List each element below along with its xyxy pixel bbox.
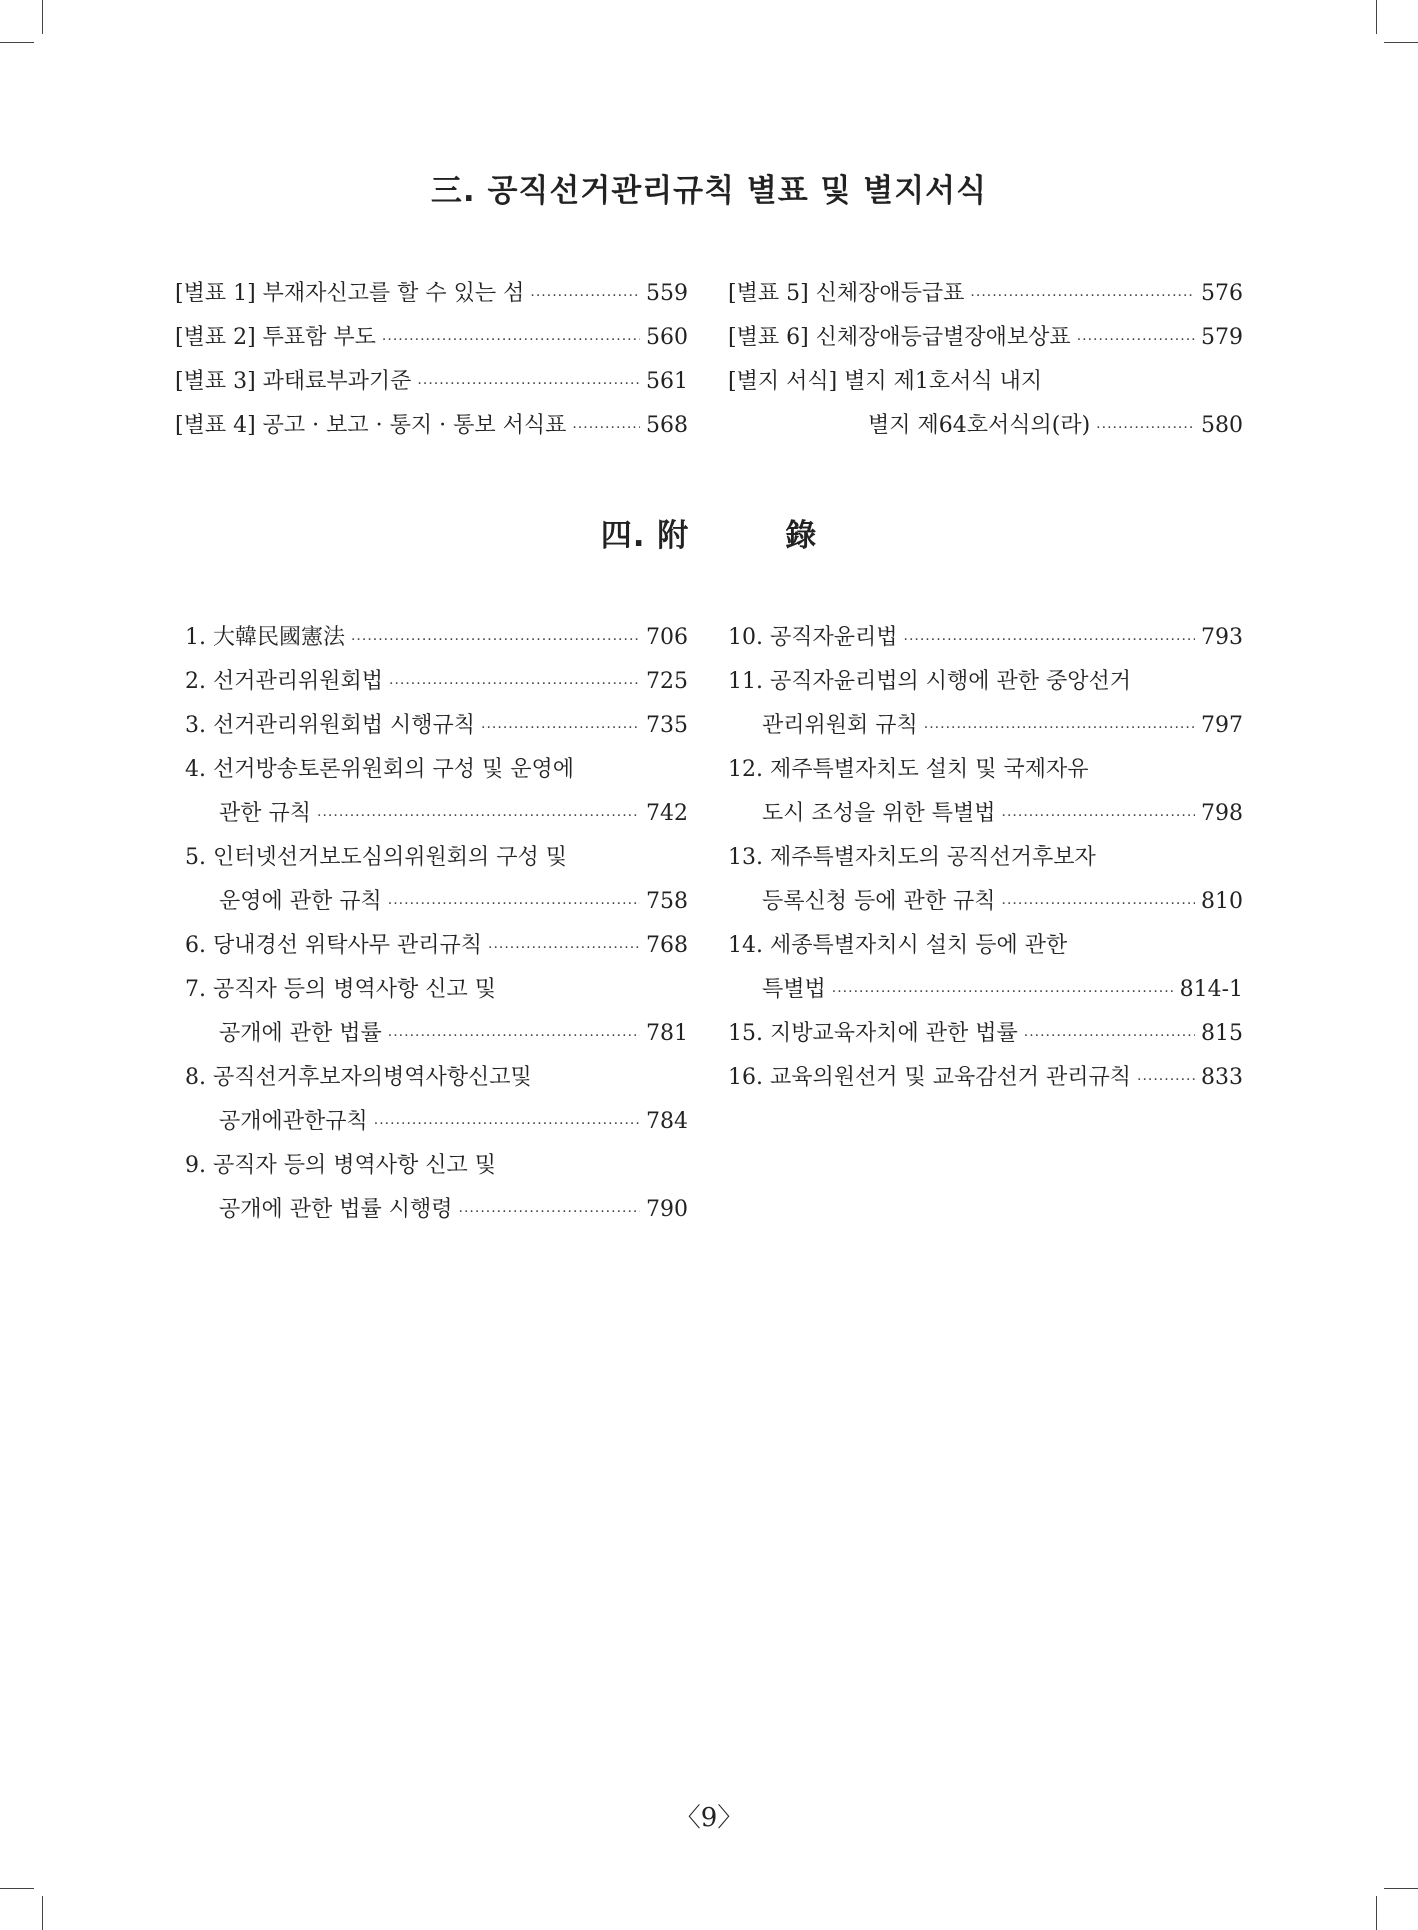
toc-entry-text: 13. 제주특별자치도의 공직선거후보자 [728, 845, 1096, 870]
toc-entry[interactable] [175, 272, 688, 316]
toc-entry-page: 742 [646, 801, 688, 826]
toc-entry-page: 781 [646, 1021, 688, 1046]
dot-leader [351, 618, 640, 662]
toc-entry-text: 2. 선거관리위원회법 [185, 669, 383, 694]
toc-entry-text: [별표 2] 투표함 부도 [175, 325, 376, 350]
tables-list-left [175, 272, 688, 448]
toc-entry-text: 14. 세종특별자치시 설치 등에 관한 [728, 933, 1068, 958]
toc-entry-text: 3. 선거관리위원회법 시행규칙 [185, 713, 476, 738]
toc-entry-text: 11. 공직자윤리법의 시행에 관한 중앙선거 [728, 669, 1131, 694]
toc-entry-text: 별지 제64호서식의(라) [868, 413, 1091, 438]
toc-entry-page: 810 [1201, 889, 1243, 914]
toc-entry-page: 797 [1201, 713, 1243, 738]
toc-entry-page: 576 [1201, 281, 1243, 306]
toc-entry-page: 580 [1201, 413, 1243, 438]
toc-entry-continuation[interactable] [185, 1012, 688, 1056]
toc-entry-page: 579 [1201, 325, 1243, 350]
crop-mark [42, 1896, 43, 1930]
dot-leader [572, 406, 640, 450]
appendix-list-right [728, 616, 1243, 1100]
toc-entry-continuation[interactable] [728, 792, 1243, 836]
toc-entry[interactable] [185, 704, 688, 748]
dot-leader [530, 274, 640, 318]
toc-entry-text: 운영에 관한 규칙 [219, 889, 382, 914]
crop-mark [42, 0, 43, 34]
toc-entry[interactable] [728, 748, 1243, 792]
toc-entry-text: [별표 3] 과태료부과기준 [175, 369, 412, 394]
toc-entry-text: 공개에 관한 법률 시행령 [219, 1197, 453, 1222]
toc-entry-continuation[interactable] [728, 880, 1243, 924]
toc-entry-text: 특별법 [762, 977, 826, 1002]
toc-entry[interactable] [185, 1056, 688, 1100]
toc-entry[interactable] [175, 316, 688, 360]
toc-entry-text: [별표 6] 신체장애등급별장애보상표 [728, 325, 1071, 350]
toc-entry[interactable] [728, 660, 1243, 704]
page-number: 〈9〉 [674, 1803, 744, 1833]
toc-entry-page: 735 [646, 713, 688, 738]
dot-leader [832, 970, 1174, 1014]
toc-entry-text: 8. 공직선거후보자의병역사항신고및 [185, 1065, 532, 1090]
toc-entry[interactable] [728, 924, 1243, 968]
toc-entry[interactable] [728, 1012, 1243, 1056]
toc-entry[interactable] [728, 1056, 1243, 1100]
toc-entry[interactable] [728, 360, 1243, 404]
toc-entry-text: 6. 당내경선 위탁사무 관리규칙 [185, 933, 482, 958]
toc-entry-page: 784 [646, 1109, 688, 1134]
toc-entry-text: 5. 인터넷선거보도심의위원회의 구성 및 [185, 845, 568, 870]
toc-entry[interactable] [185, 924, 688, 968]
toc-entry-continuation[interactable] [728, 404, 1243, 448]
dot-leader [388, 882, 640, 926]
toc-entry-text: 15. 지방교육자치에 관한 법률 [728, 1021, 1018, 1046]
crop-mark [1384, 42, 1418, 43]
crop-mark [1384, 1888, 1418, 1889]
dot-leader [924, 706, 1195, 750]
appendix-list-left [185, 616, 688, 1232]
dot-leader [417, 362, 640, 406]
tables-list-right [728, 272, 1243, 448]
toc-entry[interactable] [185, 836, 688, 880]
section-3-title: 三. 공직선거관리규칙 별표 및 별지서식 [430, 173, 988, 209]
toc-entry-page: 768 [646, 933, 688, 958]
toc-entry[interactable] [728, 836, 1243, 880]
dot-leader [389, 662, 640, 706]
toc-entry-text: 9. 공직자 등의 병역사항 신고 및 [185, 1153, 496, 1178]
dot-leader [1002, 882, 1195, 926]
toc-entry-text: [별표 1] 부재자신고를 할 수 있는 섬 [175, 281, 525, 306]
toc-entry-continuation[interactable] [185, 792, 688, 836]
toc-entry-continuation[interactable] [185, 1100, 688, 1144]
toc-entry-page: 814-1 [1179, 977, 1243, 1002]
toc-entry-page: 815 [1201, 1021, 1243, 1046]
toc-entry-page: 790 [646, 1197, 688, 1222]
toc-entry-page: 725 [646, 669, 688, 694]
toc-entry[interactable] [728, 316, 1243, 360]
toc-entry-page: 758 [646, 889, 688, 914]
crop-mark [1376, 1896, 1377, 1930]
toc-entry[interactable] [175, 404, 688, 448]
toc-entry-page: 793 [1201, 625, 1243, 650]
toc-entry[interactable] [185, 616, 688, 660]
toc-entry-continuation[interactable] [185, 880, 688, 924]
toc-entry[interactable] [185, 748, 688, 792]
toc-entry-text: [별표 4] 공고 · 보고 · 통지 · 통보 서식표 [175, 413, 567, 438]
dot-leader [459, 1190, 640, 1234]
toc-entry-text: 16. 교육의원선거 및 교육감선거 관리규칙 [728, 1065, 1131, 1090]
dot-leader [1002, 794, 1195, 838]
toc-entry-text: 7. 공직자 등의 병역사항 신고 및 [185, 977, 496, 1002]
toc-entry[interactable] [185, 660, 688, 704]
dot-leader [481, 706, 640, 750]
toc-entry-page: 833 [1201, 1065, 1243, 1090]
toc-entry-text: 공개에관한규칙 [219, 1109, 368, 1134]
toc-entry-continuation[interactable] [185, 1188, 688, 1232]
toc-entry-page: 798 [1201, 801, 1243, 826]
crop-mark [0, 1888, 34, 1889]
dot-leader [388, 1014, 640, 1058]
toc-entry-page: 560 [646, 325, 688, 350]
dot-leader [374, 1102, 640, 1146]
toc-entry-page: 706 [646, 625, 688, 650]
dot-leader [1024, 1014, 1195, 1058]
dot-leader [488, 926, 640, 970]
toc-entry-page: 568 [646, 413, 688, 438]
crop-mark [1376, 0, 1377, 34]
dot-leader [970, 274, 1195, 318]
toc-entry-continuation[interactable] [728, 704, 1243, 748]
toc-entry-text: 관한 규칙 [219, 801, 312, 826]
dot-leader [317, 794, 640, 838]
section-4-title: 四. 附 錄 [600, 518, 818, 554]
toc-entry-text: 도시 조성을 위한 특별법 [762, 801, 996, 826]
dot-leader [904, 618, 1196, 662]
toc-entry[interactable] [185, 968, 688, 1012]
toc-entry-continuation[interactable] [728, 968, 1243, 1012]
toc-entry-text: 관리위원회 규칙 [762, 713, 918, 738]
toc-entry-text: 1. 大韓民國憲法 [185, 625, 345, 650]
dot-leader [1096, 406, 1195, 450]
toc-entry[interactable] [728, 272, 1243, 316]
toc-entry-page: 559 [646, 281, 688, 306]
crop-mark [0, 42, 34, 43]
dot-leader [1137, 1058, 1195, 1102]
toc-entry-text: 12. 제주특별자치도 설치 및 국제자유 [728, 757, 1089, 782]
dot-leader [382, 318, 640, 362]
toc-entry-text: 공개에 관한 법률 [219, 1021, 382, 1046]
toc-entry-text: 4. 선거방송토론위원회의 구성 및 운영에 [185, 757, 574, 782]
toc-entry-text: 10. 공직자윤리법 [728, 625, 898, 650]
dot-leader [1077, 318, 1195, 362]
toc-entry[interactable] [728, 616, 1243, 660]
toc-entry[interactable] [185, 1144, 688, 1188]
toc-entry[interactable] [175, 360, 688, 404]
toc-entry-text: [별표 5] 신체장애등급표 [728, 281, 965, 306]
toc-entry-text: 등록신청 등에 관한 규칙 [762, 889, 996, 914]
toc-entry-text: [별지 서식] 별지 제1호서식 내지 [728, 369, 1043, 394]
toc-entry-page: 561 [646, 369, 688, 394]
